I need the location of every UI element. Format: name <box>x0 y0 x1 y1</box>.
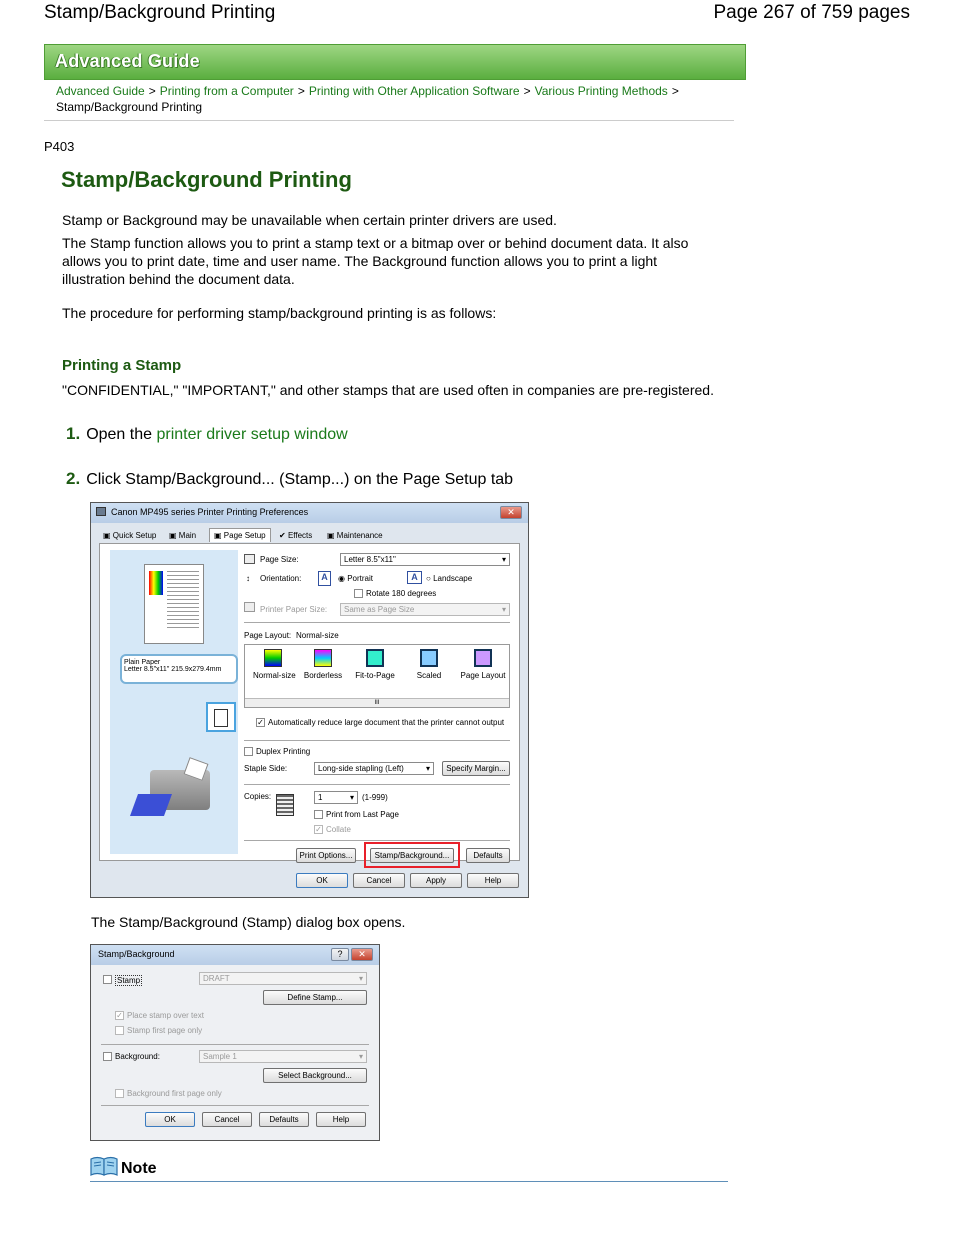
close-icon[interactable]: ✕ <box>500 506 522 519</box>
layout-scrollbar[interactable]: III <box>245 698 509 707</box>
print-options-button[interactable]: Print Options... <box>296 848 356 863</box>
printer-paper-size-select[interactable]: Same as Page Size ▾ <box>340 603 510 616</box>
ok-button[interactable]: OK <box>296 873 348 888</box>
printer-icon <box>96 507 106 516</box>
page-header-title: Stamp/Background Printing <box>44 2 276 23</box>
portrait-page-icon <box>206 702 236 732</box>
breadcrumb-link-other-software[interactable]: Printing with Other Application Software <box>308 84 520 98</box>
divider <box>244 840 510 841</box>
background-first-page-label: Background first page only <box>127 1089 222 1098</box>
intro-paragraph-3: The procedure for performing stamp/background printing is as follows: <box>62 305 497 321</box>
page-title: Stamp/Background Printing <box>61 167 352 192</box>
close-icon[interactable]: ✕ <box>351 948 373 961</box>
printer-illustration-icon <box>134 760 220 820</box>
tab-bar <box>99 528 389 542</box>
page-preview <box>144 564 204 644</box>
stamp-help-button[interactable]: Help <box>316 1112 366 1127</box>
dialog-caption: The Stamp/Background (Stamp) dialog box opens. <box>91 914 406 930</box>
dialog-title: Canon MP495 series Printer Printing Preferences <box>111 507 309 517</box>
stamp-ok-button[interactable]: OK <box>145 1112 195 1127</box>
staple-side-label: Staple Side: <box>244 764 288 773</box>
breadcrumb-separator: > <box>148 84 156 98</box>
cancel-button[interactable]: Cancel <box>353 873 405 888</box>
printer-paper-size-label: Printer Paper Size: <box>260 605 328 614</box>
copies-stack-icon <box>276 794 294 816</box>
fit-to-page-option[interactable]: Fit-to-Page <box>355 649 395 680</box>
step-1 <box>66 424 348 444</box>
page-layout-list <box>244 644 510 708</box>
help-button[interactable]: Help <box>467 873 519 888</box>
media-type: Plain Paper <box>124 659 161 666</box>
page-layout-option[interactable]: Page Layout <box>459 649 507 680</box>
place-over-text-label: Place stamp over text <box>127 1011 204 1020</box>
landscape-radio[interactable]: ○ Landscape <box>426 574 473 583</box>
printer-paper-icon <box>244 602 255 612</box>
page-layout-value: Normal-size <box>296 631 339 640</box>
print-last-page-label: Print from Last Page <box>326 810 399 819</box>
tab-quick-setup[interactable]: ▣ Quick Setup <box>103 531 157 540</box>
collate-checkbox[interactable]: ✓ <box>315 825 322 834</box>
tab-main[interactable]: ▣ Main <box>169 531 197 540</box>
auto-reduce-checkbox[interactable]: ✓ <box>257 718 264 727</box>
stamp-background-highlight <box>364 842 460 868</box>
place-over-text-checkbox[interactable]: ✓ <box>116 1011 123 1020</box>
intro-paragraph-1: Stamp or Background may be unavailable when certain printer drivers are used. <box>62 212 557 228</box>
select-background-button[interactable]: Select Background... <box>263 1068 367 1083</box>
paper-icon <box>244 554 255 564</box>
stamp-first-page-label: Stamp first page only <box>127 1026 203 1035</box>
copies-label: Copies: <box>244 792 272 801</box>
scaled-option[interactable]: Scaled <box>409 649 449 680</box>
stamp-checkbox[interactable] <box>103 975 112 984</box>
breadcrumb-link-printing-from-computer[interactable]: Printing from a Computer <box>159 84 294 98</box>
stamp-select[interactable]: DRAFT ▾ <box>199 972 367 985</box>
duplex-checkbox[interactable] <box>244 747 253 756</box>
page-layout-label: Page Layout: <box>244 631 292 640</box>
section-intro: "CONFIDENTIAL," "IMPORTANT," and other stamps that are used often in companies are pre-registered. <box>62 382 714 398</box>
step-number: 2. <box>66 469 81 488</box>
page-setup-defaults-button[interactable]: Defaults <box>466 848 510 863</box>
copies-stepper[interactable]: 1 ▾ <box>314 791 358 804</box>
note-heading <box>90 1156 728 1182</box>
background-checkbox[interactable] <box>103 1052 112 1061</box>
divider <box>101 1044 369 1045</box>
breadcrumb-separator: > <box>297 84 305 98</box>
note-label: Note <box>121 1160 157 1177</box>
printing-preferences-dialog <box>90 502 529 898</box>
stamp-background-dialog <box>90 944 380 1141</box>
background-label: Background: <box>115 1052 160 1061</box>
rotate-checkbox[interactable] <box>354 589 363 598</box>
tab-page-setup[interactable]: ▣ Page Setup <box>209 528 271 542</box>
breadcrumb <box>56 83 736 115</box>
breadcrumb-current: Stamp/Background Printing <box>56 100 203 114</box>
portrait-radio[interactable]: ◉ Portrait <box>338 574 373 583</box>
dialog-title: Stamp/Background <box>98 949 175 959</box>
banner-label: Advanced Guide <box>55 51 200 71</box>
media-size: Letter 8.5"x11" 215.9x279.4mm <box>124 666 222 673</box>
preview-pane <box>110 550 238 854</box>
page-number: Page 267 of 759 pages <box>713 2 910 23</box>
section-title: Printing a Stamp <box>62 357 182 374</box>
breadcrumb-link-advanced-guide[interactable]: Advanced Guide <box>56 84 145 98</box>
divider <box>101 1105 369 1106</box>
page-size-select[interactable]: Letter 8.5"x11" ▾ <box>340 553 510 566</box>
stamp-defaults-button[interactable]: Defaults <box>259 1112 309 1127</box>
step-text: Open the <box>86 426 157 443</box>
media-info-box <box>120 654 238 684</box>
collate-label: Collate <box>326 825 351 834</box>
print-last-page-checkbox[interactable] <box>314 810 323 819</box>
orientation-label: Orientation: <box>260 574 302 583</box>
step-2 <box>66 469 513 489</box>
background-select[interactable]: Sample 1 ▾ <box>199 1050 367 1063</box>
copies-range: (1-999) <box>362 793 388 802</box>
page-code: P403 <box>44 139 75 154</box>
step-text: Click Stamp/Background... (Stamp...) on the Page Setup tab <box>86 471 514 488</box>
orientation-icon: ↕ <box>246 574 250 583</box>
stamp-cancel-button[interactable]: Cancel <box>202 1112 252 1127</box>
breadcrumb-separator: > <box>523 84 531 98</box>
breadcrumb-link-various-methods[interactable]: Various Printing Methods <box>534 84 668 98</box>
tab-effects[interactable]: ✔ Effects <box>279 531 313 540</box>
staple-side-select[interactable]: Long-side stapling (Left) ▾ <box>314 762 434 775</box>
auto-reduce-label: Automatically reduce large document that the printer cannot output <box>268 718 505 727</box>
divider <box>244 740 510 741</box>
tab-maintenance[interactable]: ▣ Maintenance <box>327 531 383 540</box>
define-stamp-button[interactable]: Define Stamp... <box>263 990 367 1005</box>
intro-paragraph-2: The Stamp function allows you to print a stamp text or a bitmap over or behind document data. It also allows you to print date, time and user name. The Background function allows you to print a light illustration behind the document data. <box>62 235 689 287</box>
step-number: 1. <box>66 424 81 443</box>
divider <box>244 622 510 623</box>
divider <box>244 784 510 785</box>
breadcrumb-separator: > <box>671 84 679 98</box>
duplex-label: Duplex Printing <box>256 747 311 756</box>
note-book-icon <box>90 1156 118 1176</box>
rotate-label: Rotate 180 degrees <box>366 589 437 598</box>
specify-margin-button[interactable]: Specify Margin... <box>442 761 510 776</box>
stamp-background-button[interactable]: Stamp/Background... <box>370 848 454 863</box>
normal-size-option[interactable]: Normal-size <box>253 649 293 680</box>
portrait-a-icon: A <box>318 571 331 586</box>
page-setup-panel <box>99 543 520 861</box>
borderless-option[interactable]: Borderless <box>303 649 343 680</box>
help-icon[interactable]: ? <box>331 948 349 961</box>
stamp-label: Stamp <box>117 976 141 985</box>
printer-driver-setup-link[interactable]: printer driver setup window <box>156 426 348 443</box>
stamp-first-page-checkbox[interactable] <box>115 1026 124 1035</box>
dialog-titlebar <box>91 503 528 523</box>
apply-button[interactable]: Apply <box>410 873 462 888</box>
breadcrumb-divider <box>44 120 734 121</box>
landscape-a-icon: A <box>407 571 422 584</box>
advanced-guide-banner <box>44 44 746 80</box>
page-size-label: Page Size: <box>260 555 299 564</box>
background-first-page-checkbox[interactable] <box>115 1089 124 1098</box>
